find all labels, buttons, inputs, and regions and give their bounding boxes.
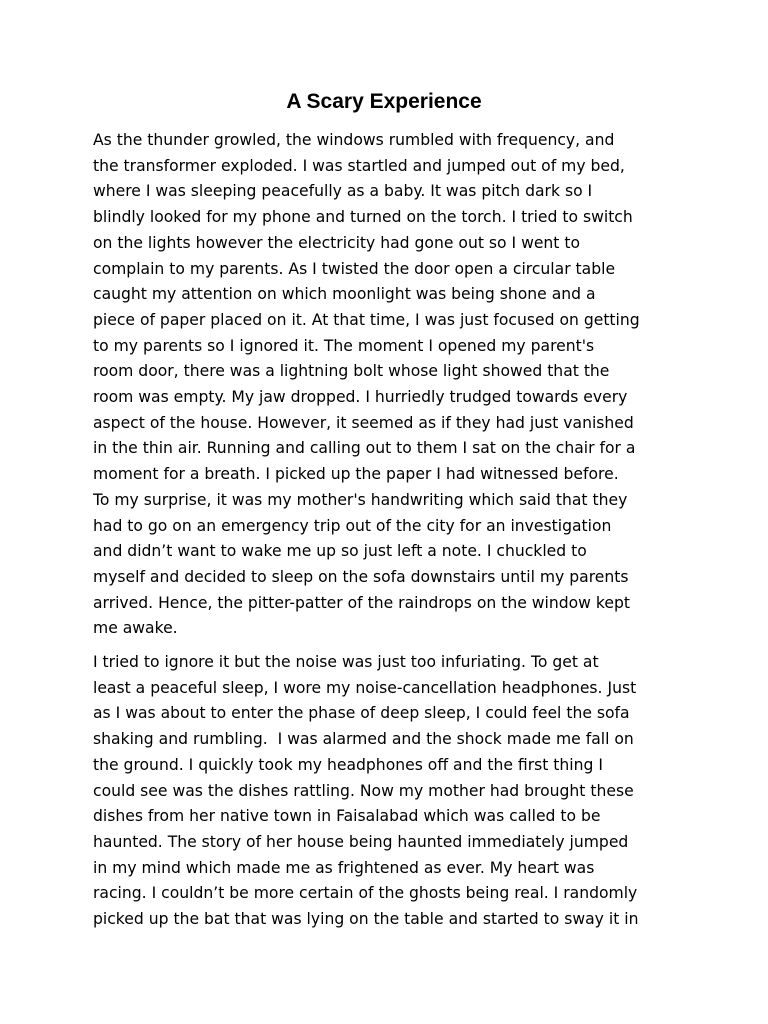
text-line: could see was the dishes rattling. Now my mother had brought these [93, 781, 634, 800]
text-line: the transformer exploded. I was startled and jumped out of my bed, [93, 156, 625, 175]
text-line: I tried to ignore it but the noise was just too infuriating. To get at [93, 653, 599, 672]
text-line: in the thin air. Running and calling out to them I sat on the chair for a [93, 439, 636, 458]
text-line: picked up the bat that was lying on the table and started to sway it in [93, 910, 639, 929]
text-line: least a peaceful sleep, I wore my noise-cancellation headphones. Just [93, 678, 637, 697]
text-line: racing. I couldn’t be more certain of the ghosts being real. I randomly [93, 884, 638, 903]
text-line: on the lights however the electricity had gone out so I went to [93, 233, 581, 252]
text-line: where I was sleeping peacefully as a baby. It was pitch dark so I [93, 182, 593, 201]
text-line: haunted. The story of her house being haunted immediately jumped [93, 832, 629, 851]
text-line: caught my attention on which moonlight was being shone and a [93, 285, 596, 304]
text-line: arrived. Hence, the pitter-patter of the raindrops on the window kept [93, 593, 630, 612]
document-body [93, 128, 683, 941]
text-line: myself and decided to sleep on the sofa downstairs until my parents [93, 567, 629, 586]
text-line: to my parents so I ignored it. The moment I opened my parent's [93, 336, 595, 355]
text-line: complain to my parents. As I twisted the door open a circular table [93, 259, 616, 278]
text-line: me awake. [93, 619, 178, 638]
text-line: shaking and rumbling. I was alarmed and the shock made me fall on [93, 730, 634, 749]
text-line: room door, there was a lightning bolt whose light showed that the [93, 362, 610, 381]
text-line: dishes from her native town in Faisalabad which was called to be [93, 807, 601, 826]
document-title: A Scary Experience [286, 90, 482, 113]
paragraph-1 [93, 128, 683, 642]
text-line: the ground. I quickly took my headphones off and the first thing I [93, 755, 603, 774]
text-line: moment for a breath. I picked up the paper I had witnessed before. [93, 465, 619, 484]
text-line: as I was about to enter the phase of deep sleep, I could feel the sofa [93, 704, 630, 723]
text-line: To my surprise, it was my mother's handwriting which said that they [93, 490, 628, 509]
text-line: aspect of the house. However, it seemed as if they had just vanished [93, 413, 634, 432]
text-line: had to go on an emergency trip out of the city for an investigation [93, 516, 612, 535]
paragraph-2 [93, 650, 683, 933]
text-line: in my mind which made me as frightened as ever. My heart was [93, 858, 595, 877]
text-line: As the thunder growled, the windows rumbled with frequency, and [93, 131, 615, 149]
text-line: room was empty. My jaw dropped. I hurriedly trudged towards every [93, 388, 628, 407]
text-line: blindly looked for my phone and turned on the torch. I tried to switch [93, 208, 633, 227]
text-line: piece of paper placed on it. At that time, I was just focused on getting [93, 310, 640, 329]
text-line: and didn’t want to wake me up so just left a note. I chuckled to [93, 542, 587, 561]
